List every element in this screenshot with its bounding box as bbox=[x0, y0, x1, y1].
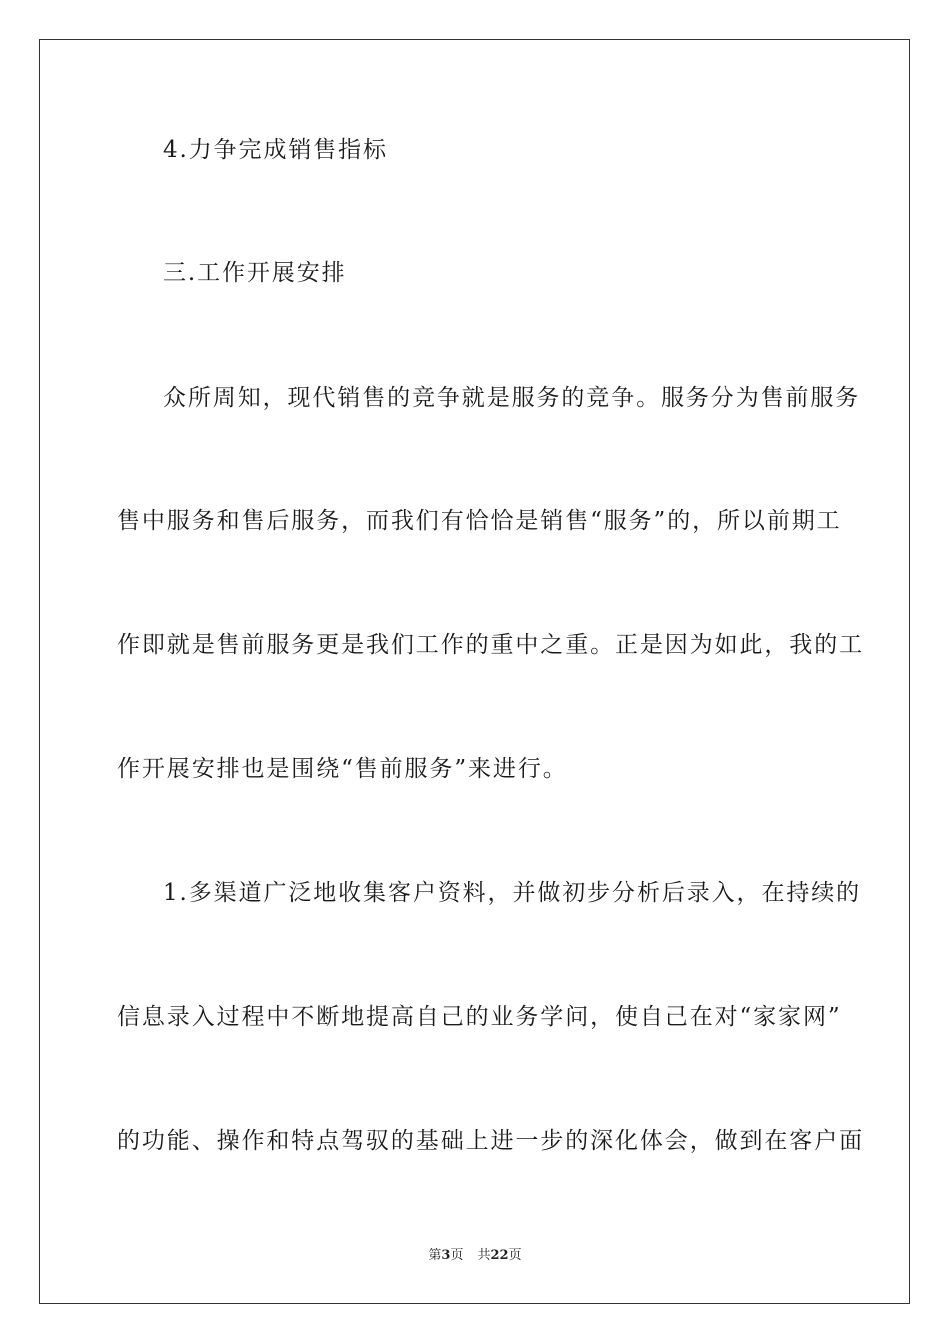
paragraph-line-4: 作开展安排也是围绕“售前服务”来进行。 bbox=[117, 756, 568, 782]
paragraph-line-2: 售中服务和售后服务，而我们有恰恰是销售“服务”的，所以前期工 bbox=[117, 508, 842, 534]
paragraph-line-3: 作即就是售前服务更是我们工作的重中之重。正是因为如此，我的工 bbox=[117, 632, 864, 658]
list-item-1-line-2: 信息录入过程中不断地提高自己的业务学问，使自己在对“家家网” bbox=[117, 1004, 842, 1030]
footer-page-suffix: 页 bbox=[450, 1248, 464, 1263]
list-item-1-line-1: 1.多渠道广泛地收集客户资料，并做初步分析后录入，在持续的 bbox=[163, 880, 862, 906]
footer-total-pages: 22 bbox=[490, 1248, 509, 1263]
footer-page-number: 3 bbox=[441, 1248, 451, 1263]
footer-total-prefix: 共 bbox=[477, 1248, 491, 1263]
page-footer bbox=[0, 1248, 950, 1264]
list-item-sales-target: 4.力争完成销售指标 bbox=[163, 137, 388, 163]
section-heading-work-arrangement: 三.工作开展安排 bbox=[163, 260, 347, 286]
list-item-1-line-3: 的功能、操作和特点驾驭的基础上进一步的深化体会，做到在客户面 bbox=[117, 1128, 864, 1154]
paragraph-line-1: 众所周知，现代销售的竞争就是服务的竞争。服务分为售前服务 bbox=[163, 385, 861, 411]
footer-page-prefix: 第 bbox=[428, 1248, 442, 1263]
footer-total-suffix: 页 bbox=[508, 1248, 522, 1263]
page-border bbox=[39, 39, 910, 1304]
